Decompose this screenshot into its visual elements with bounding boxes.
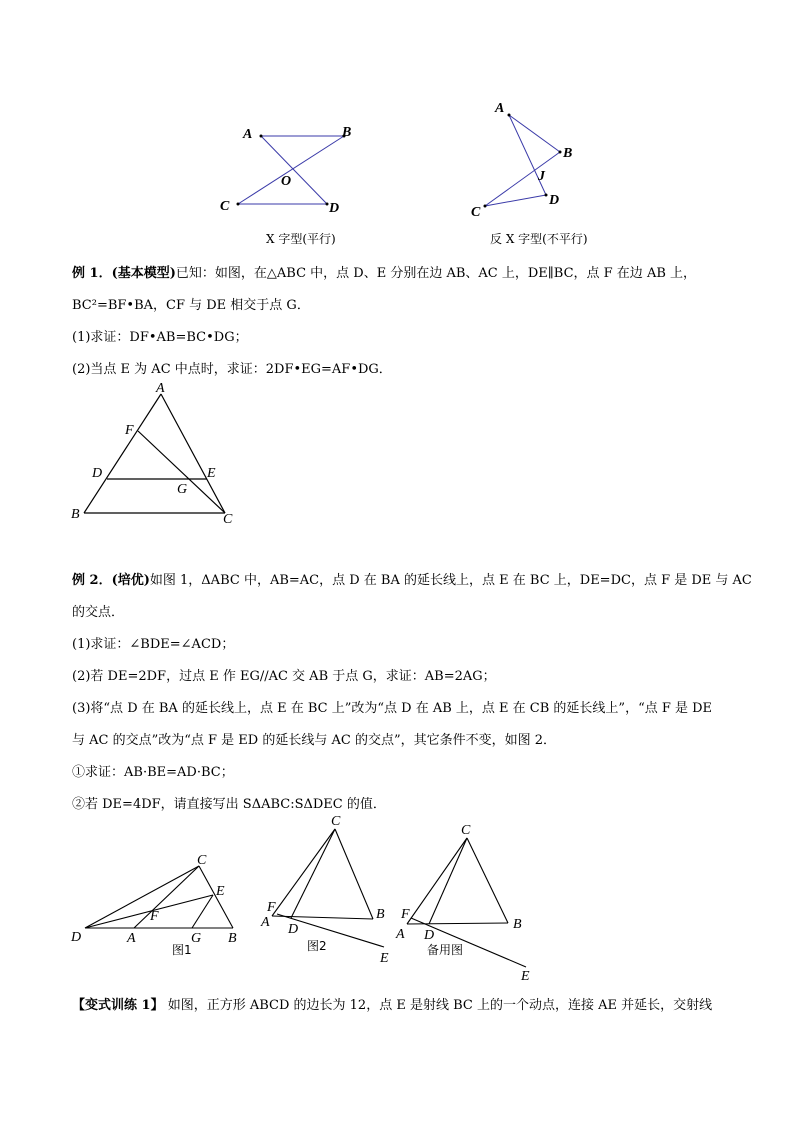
label-g: G bbox=[191, 931, 202, 946]
variant-text: 如图，正方形 ABCD 的边长为 12，点 E 是射线 BC 上的一个动点，连接 AE 并延长，交射线 bbox=[163, 998, 713, 1013]
example2-tag: (培优) bbox=[111, 573, 150, 588]
variant-line bbox=[72, 994, 712, 1013]
example1-heading: 例 1． bbox=[72, 266, 112, 281]
label-a: A bbox=[156, 381, 165, 396]
example2-q3-part2: ②若 DE=4DF，请直接写出 SΔABC:SΔDEC 的值． bbox=[72, 797, 386, 812]
label-b: B bbox=[376, 907, 385, 922]
example1-line1 bbox=[72, 262, 696, 281]
example2-text: 如图 1，ΔABC 中，AB=AC，点 D 在 BA 的延长线上，点 E 在 BC 上，DE=DC，点 F 是 DE 与 AC bbox=[149, 573, 752, 588]
label-b: B bbox=[71, 507, 80, 522]
label-d: D bbox=[424, 928, 435, 943]
label-b: B bbox=[342, 125, 352, 140]
label-a: A bbox=[396, 927, 405, 942]
label-d: D bbox=[71, 930, 82, 945]
label-e: E bbox=[521, 969, 530, 984]
example2-figure2 bbox=[255, 812, 400, 972]
variant-heading: 【变式训练 1】 bbox=[72, 998, 164, 1013]
example2-q2: (2)若 DE=2DF，过点 E 作 EG//AC 交 AB 于点 G，求证：AB=2AG； bbox=[72, 669, 496, 684]
label-b: B bbox=[513, 917, 522, 932]
example2-q3-part1: ①求证：AB·BE=AD·BC； bbox=[72, 765, 234, 780]
label-d: D bbox=[329, 201, 340, 216]
figure2-caption: 图2 bbox=[307, 939, 327, 953]
example2-q3-line1: (3)将“点 D 在 BA 的延长线上，点 E 在 BC 上”改为“点 D 在 AB 上，点 E 在 CB 的延长线上”，“点 F 是 DE bbox=[72, 701, 713, 716]
label-f: F bbox=[401, 907, 410, 922]
label-e: E bbox=[216, 884, 225, 899]
label-e: E bbox=[207, 466, 216, 481]
label-f: F bbox=[150, 909, 159, 924]
label-c: C bbox=[461, 823, 471, 838]
example2-backup-figure bbox=[390, 820, 540, 985]
example1-triangle-figure bbox=[65, 380, 250, 530]
label-o: O bbox=[281, 174, 292, 189]
label-f: F bbox=[125, 423, 134, 438]
backup-figure-caption: 备用图 bbox=[427, 943, 464, 957]
label-e: E bbox=[380, 951, 389, 966]
label-c: C bbox=[220, 199, 230, 214]
example2-q3-line2: 与 AC 的交点”改为“点 F 是 ED 的延长线与 AC 的交点”，其它条件不变，如图 2． bbox=[72, 733, 557, 748]
label-j: J bbox=[538, 169, 545, 184]
label-c: C bbox=[223, 512, 233, 527]
label-f: F bbox=[267, 900, 276, 915]
example2-heading: 例 2． bbox=[72, 573, 112, 588]
anti-x-shape-figure bbox=[465, 95, 585, 220]
example2-figure1 bbox=[68, 845, 248, 960]
label-d: D bbox=[288, 922, 299, 937]
x-shape-caption: X 字型(平行) bbox=[266, 232, 336, 246]
label-c: C bbox=[471, 205, 481, 220]
label-d: D bbox=[92, 466, 103, 481]
label-a: A bbox=[495, 101, 505, 116]
label-a: A bbox=[261, 915, 270, 930]
example2-line1 bbox=[72, 569, 752, 588]
label-b: B bbox=[563, 146, 573, 161]
label-c: C bbox=[197, 853, 207, 868]
example1-line2: BC²=BF•BA，CF 与 DE 相交于点 G． bbox=[72, 298, 310, 313]
label-a: A bbox=[127, 931, 136, 946]
example1-q2: (2)当点 E 为 AC 中点时，求证：2DF•EG=AF•DG． bbox=[72, 362, 392, 377]
example2-line2: 的交点． bbox=[72, 605, 125, 620]
example1-text: 已知：如图，在△ABC 中，点 D、E 分别在边 AB、AC 上，DE∥BC，点 F 在边 AB 上， bbox=[175, 266, 697, 281]
label-b: B bbox=[228, 931, 237, 946]
label-c: C bbox=[331, 814, 341, 829]
label-g: G bbox=[177, 482, 188, 497]
example1-q1: (1)求证：DF•AB=BC•DG； bbox=[72, 330, 248, 345]
figure1-caption: 图1 bbox=[172, 943, 192, 957]
label-d: D bbox=[549, 193, 560, 208]
example1-tag: (基本模型) bbox=[111, 266, 176, 281]
anti-x-shape-caption: 反 X 字型(不平行) bbox=[490, 232, 588, 246]
label-a: A bbox=[243, 127, 253, 142]
example2-q1: (1)求证：∠BDE=∠ACD； bbox=[72, 637, 235, 652]
x-shape-figure bbox=[215, 118, 365, 223]
